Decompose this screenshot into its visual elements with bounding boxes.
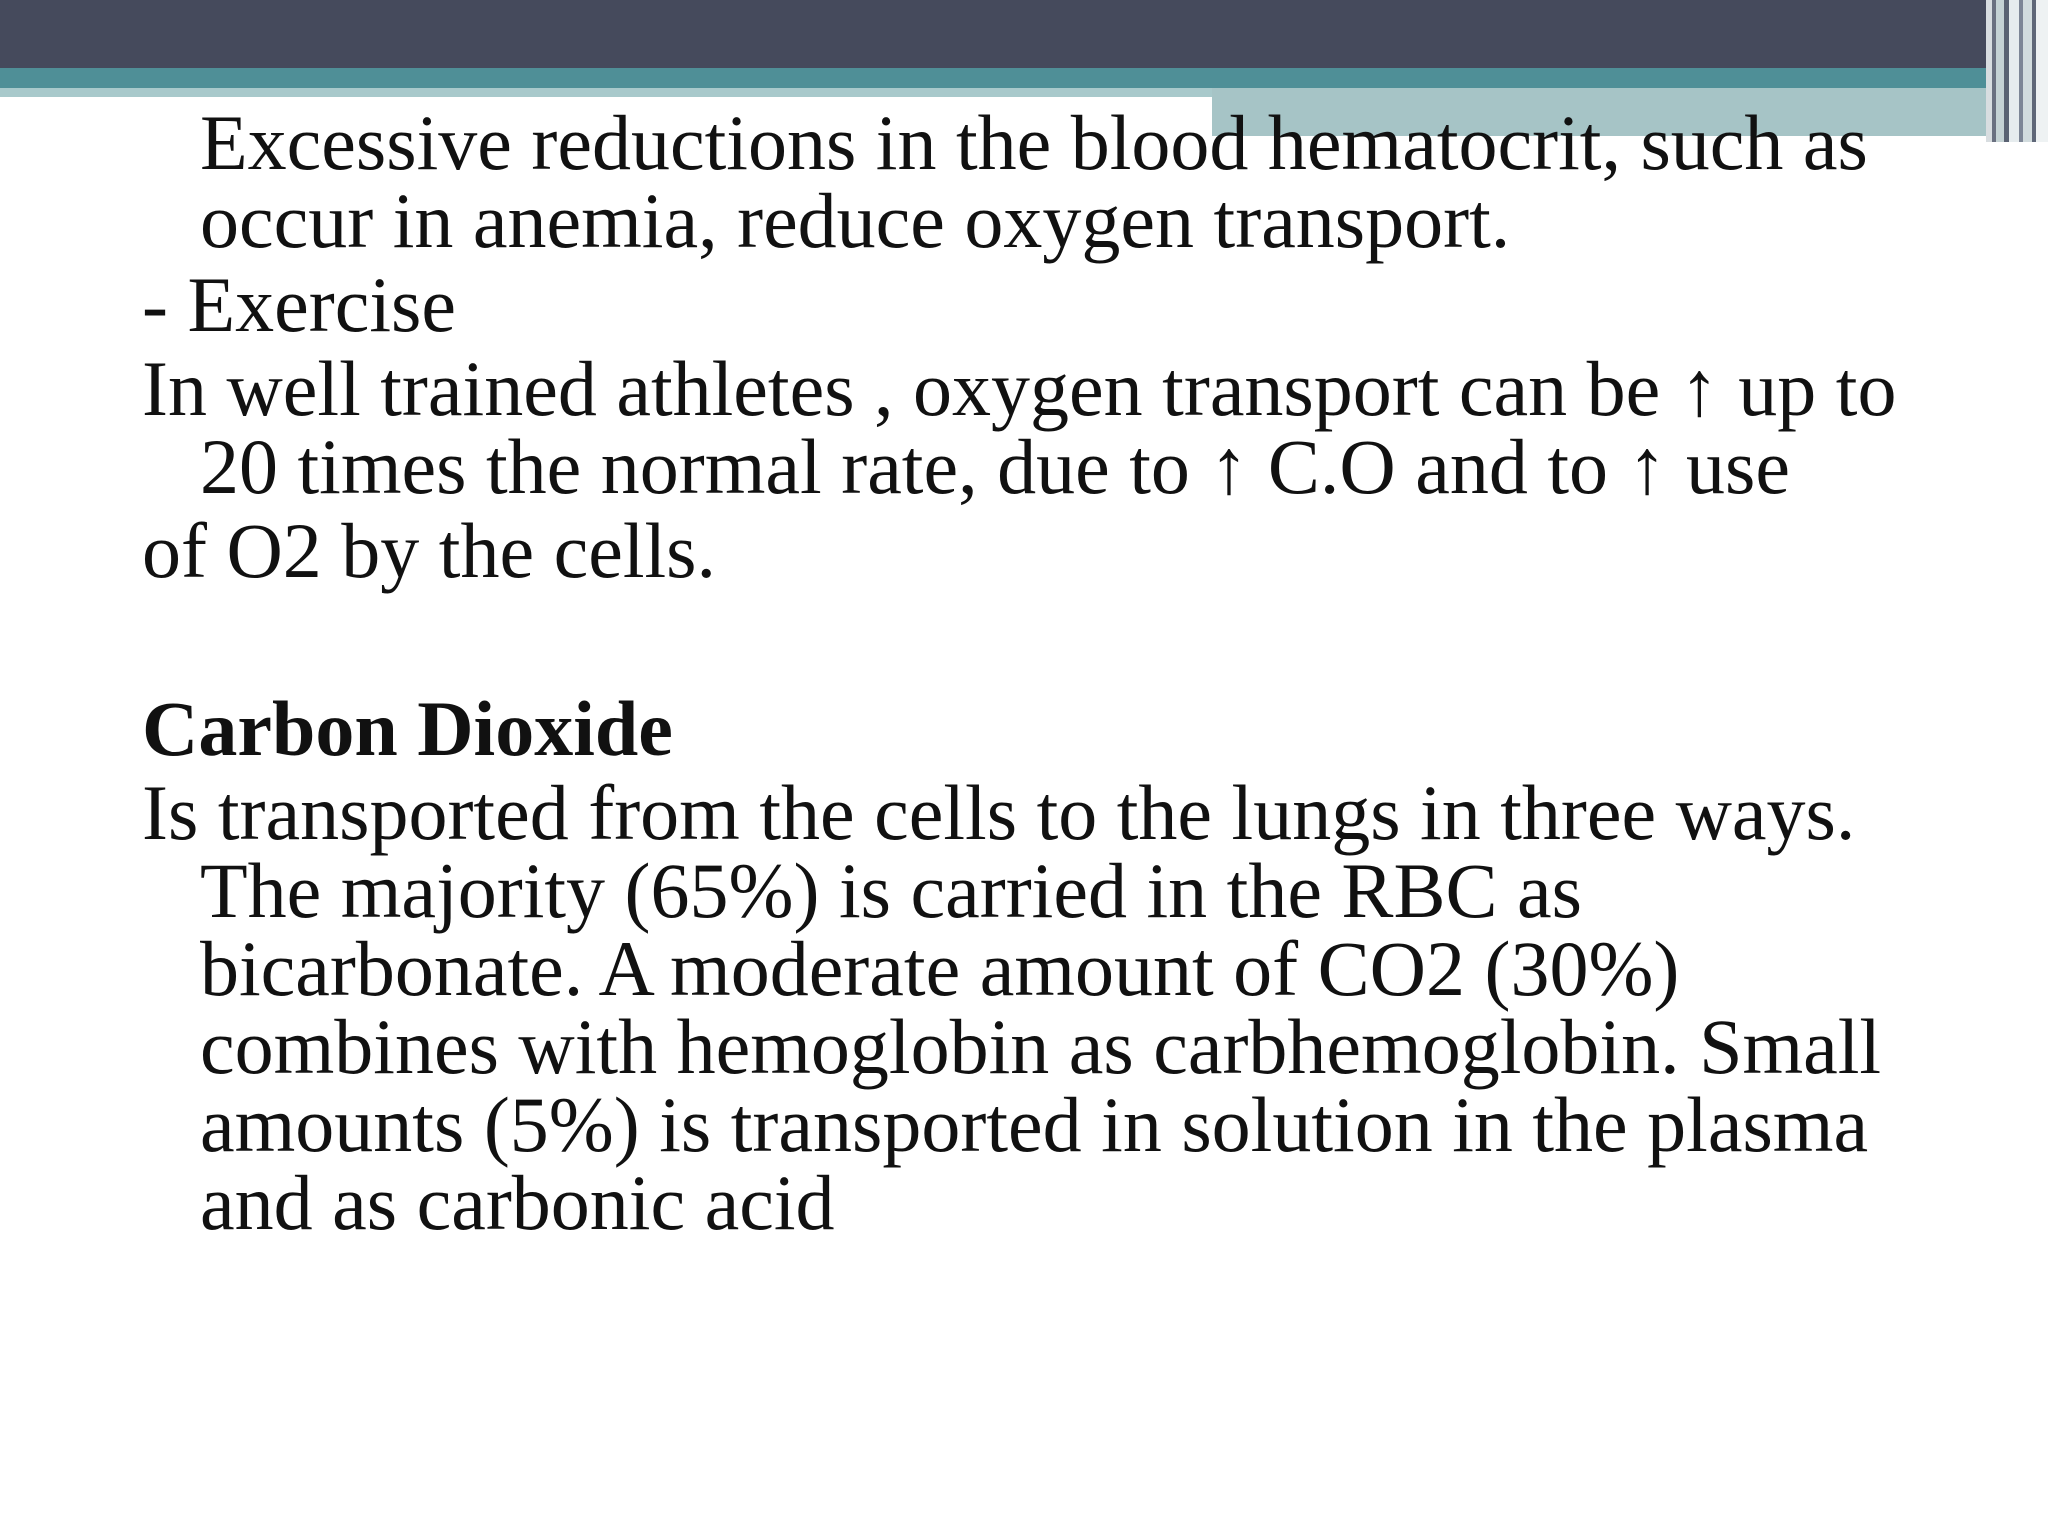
slide-corner-stripes: [1986, 0, 2048, 142]
athletes-paragraph: In well trained athletes , oxygen transport can be ↑ up to 20 times the normal rate, due to ↑ C.O and to ↑ use: [142, 345, 1897, 510]
anemia-paragraph: Excessive reductions in the blood hematocrit, such as occur in anemia, reduce oxygen transport.: [200, 99, 1868, 264]
slide-header-light-strip: [0, 88, 1212, 97]
cells-line: of O2 by the cells.: [142, 507, 717, 594]
slide-body: [142, 99, 1942, 1246]
carbon-dioxide-heading: Carbon Dioxide: [142, 685, 673, 772]
carbon-dioxide-paragraph: Is transported from the cells to the lungs in three ways. The majority (65%) is carried in the RBC as bicarbonate. A moderate amount of CO2 (30%) combines with hemoglobin as carbhemoglobin. Small amounts (5%) is transported in solution in the plasma and as carbonic acid: [142, 769, 1882, 1246]
slide-header-teal-band: [0, 68, 2048, 88]
exercise-heading: - Exercise: [142, 261, 456, 348]
slide-header-bar: [0, 0, 2048, 68]
